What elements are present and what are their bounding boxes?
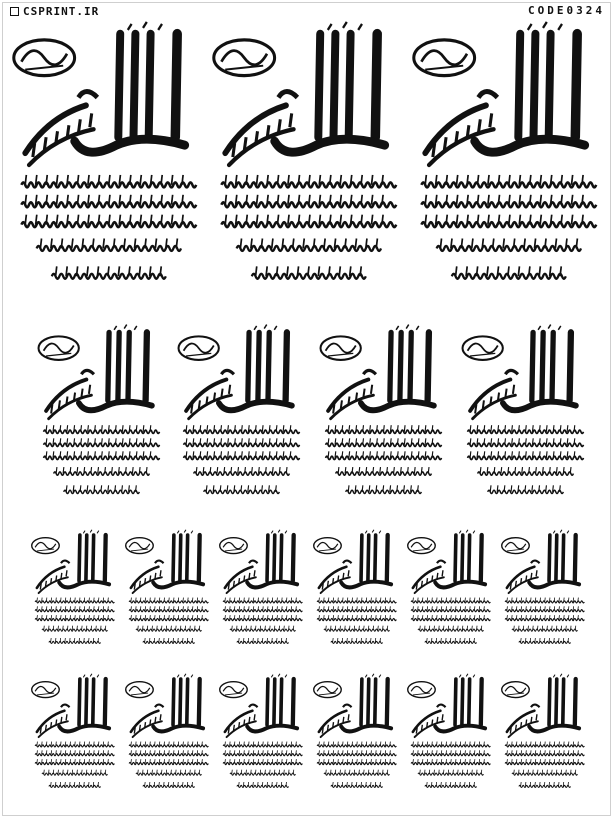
calligraphy-art [406, 672, 492, 804]
calligraphy-art [218, 672, 304, 804]
calligraphy-art [312, 528, 398, 660]
calligraphy-art [460, 322, 586, 518]
sticker-small [30, 672, 116, 804]
product-code: CODE0324 [528, 4, 605, 17]
sticker-small [406, 672, 492, 804]
calligraphy-art [318, 322, 444, 518]
calligraphy-art [218, 528, 304, 660]
sticker-medium [176, 322, 302, 518]
calligraphy-art [410, 18, 600, 316]
brand-box-icon [10, 7, 19, 16]
sticker-small [124, 672, 210, 804]
sticker-medium [460, 322, 586, 518]
calligraphy-art [312, 672, 398, 804]
calligraphy-art [36, 322, 162, 518]
sticker-small [312, 528, 398, 660]
sticker-medium [36, 322, 162, 518]
sticker-small [312, 672, 398, 804]
calligraphy-art [210, 18, 400, 316]
sticker-small [218, 528, 304, 660]
brand-label: CSPRINT.IR [23, 5, 100, 18]
brand-logo [10, 5, 99, 18]
calligraphy-art [500, 672, 586, 804]
sticker-small [124, 528, 210, 660]
calligraphy-art [30, 672, 116, 804]
sticker-small [218, 672, 304, 804]
sticker-large [210, 18, 400, 316]
calligraphy-art [406, 528, 492, 660]
calligraphy-art [30, 528, 116, 660]
calligraphy-art [10, 18, 200, 316]
calligraphy-art [124, 672, 210, 804]
sticker-medium [318, 322, 444, 518]
sticker-large [10, 18, 200, 316]
sticker-small [500, 528, 586, 660]
sticker-small [500, 672, 586, 804]
sticker-small [406, 528, 492, 660]
calligraphy-art [500, 528, 586, 660]
calligraphy-art [124, 528, 210, 660]
calligraphy-art [176, 322, 302, 518]
sticker-small [30, 528, 116, 660]
sticker-large [410, 18, 600, 316]
